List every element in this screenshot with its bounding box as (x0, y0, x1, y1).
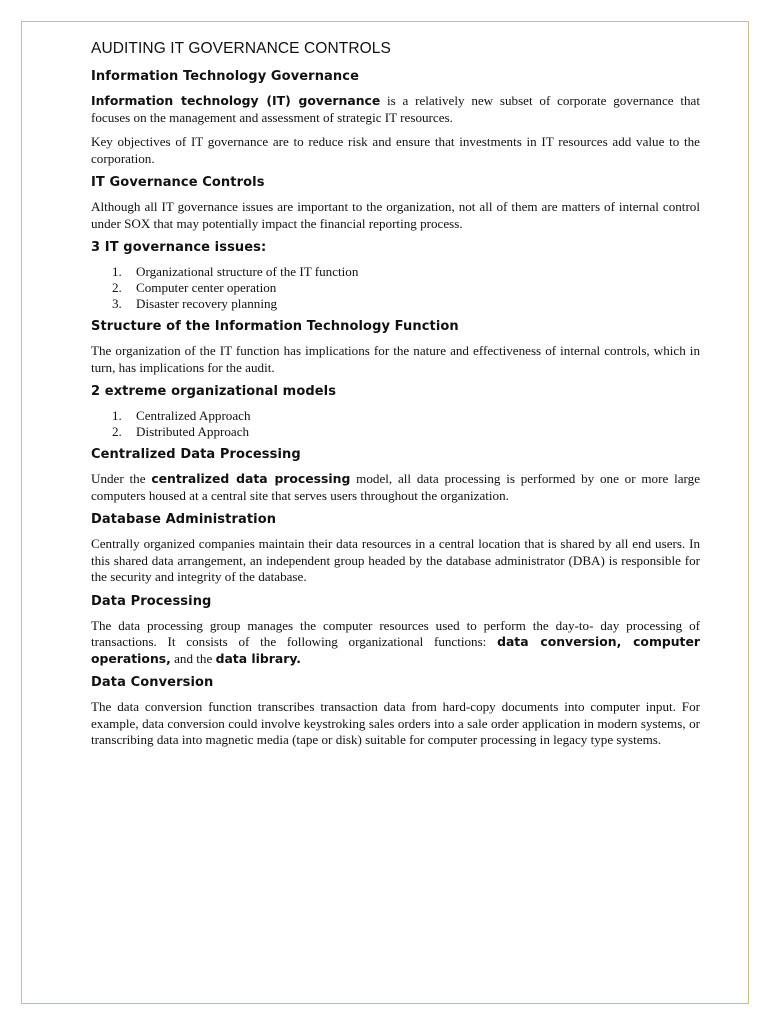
list-text: Disaster recovery planning (136, 296, 278, 311)
list-item (91, 296, 700, 312)
heading-centralized-data-processing: Centralized Data Processing (91, 447, 301, 462)
list-text: Computer center operation (136, 280, 277, 295)
list-text: Centralized Approach (136, 408, 251, 423)
list-number: 2. (112, 424, 122, 439)
paragraph-centralized-model (91, 471, 700, 504)
bold-term-data-library: data library. (215, 650, 301, 666)
issues-list (91, 264, 700, 312)
heading-3-issues: 3 IT governance issues: (91, 240, 267, 255)
list-item (91, 264, 700, 280)
list-text: Distributed Approach (136, 424, 250, 439)
paragraph-text: model, all data processing is performed by one or more large computers housed at a central site that serves users throughout the organization. (91, 471, 701, 503)
list-number: 1. (112, 264, 122, 279)
paragraph-it-governance-definition (91, 93, 700, 126)
list-item (91, 280, 700, 296)
list-number: 3. (112, 296, 122, 311)
bold-term-functions: data conversion, computer operations, (91, 634, 700, 666)
paragraph-database-administration: Centrally organized companies maintain their data resources in a central location that is shared by all end users. In this shared data arrangement, an independent group headed by the database administrator (DBA) is responsible for the security and integrity of the database. (91, 536, 700, 584)
paragraph-text: and the (170, 650, 216, 666)
heading-organizational-models: 2 extreme organizational models (91, 384, 337, 399)
heading-data-conversion: Data Conversion (91, 675, 214, 690)
document-title: AUDITING IT GOVERNANCE CONTROLS (91, 40, 391, 57)
list-item (91, 424, 700, 440)
paragraph-text: The data processing group manages the computer resources used to perform the day-to- day processing of transactions. It consists of the following organizational functions: (91, 617, 700, 649)
paragraph-text: Under the (91, 471, 152, 486)
heading-data-processing: Data Processing (91, 593, 212, 609)
list-number: 2. (112, 280, 122, 295)
heading-structure-it-function: Structure of the Information Technology Function (91, 319, 459, 334)
bold-term-centralized-data-processing: centralized data processing (151, 471, 351, 486)
list-number: 1. (112, 408, 122, 423)
document-body (91, 40, 700, 757)
paragraph-key-objectives: Key objectives of IT governance are to reduce risk and ensure that investments in IT resources add value to the corporation. (91, 134, 700, 166)
paragraph-governance-issues: Although all IT governance issues are important to the organization, not all of them are matters of internal control under SOX that may potentially impact the financial reporting process. (91, 199, 700, 231)
paragraph-data-conversion: The data conversion function transcribes transaction data from hard-copy documents into computer input. For example, data conversion could involve keystroking sales orders into a sale order application in modern systems, or transcribing data into magnetic media (tape or disk) suitable for computer processing in legacy type systems. (91, 699, 700, 747)
bold-term-it-governance: Information technology (IT) governance (91, 93, 381, 108)
list-item (91, 408, 700, 424)
paragraph-organization-it-function: The organization of the IT function has implications for the nature and effectiveness of internal controls, which in turn, has implications for the audit. (91, 343, 700, 375)
paragraph-data-processing (91, 618, 700, 668)
paragraph-text: is a relatively new subset of corporate governance that focuses on the management and assessment of strategic IT resources. (91, 93, 700, 125)
models-list (91, 408, 700, 440)
heading-it-governance: Information Technology Governance (91, 69, 359, 84)
heading-it-governance-controls: IT Governance Controls (91, 175, 265, 190)
heading-database-administration: Database Administration (91, 512, 277, 527)
list-text: Organizational structure of the IT function (136, 264, 359, 279)
